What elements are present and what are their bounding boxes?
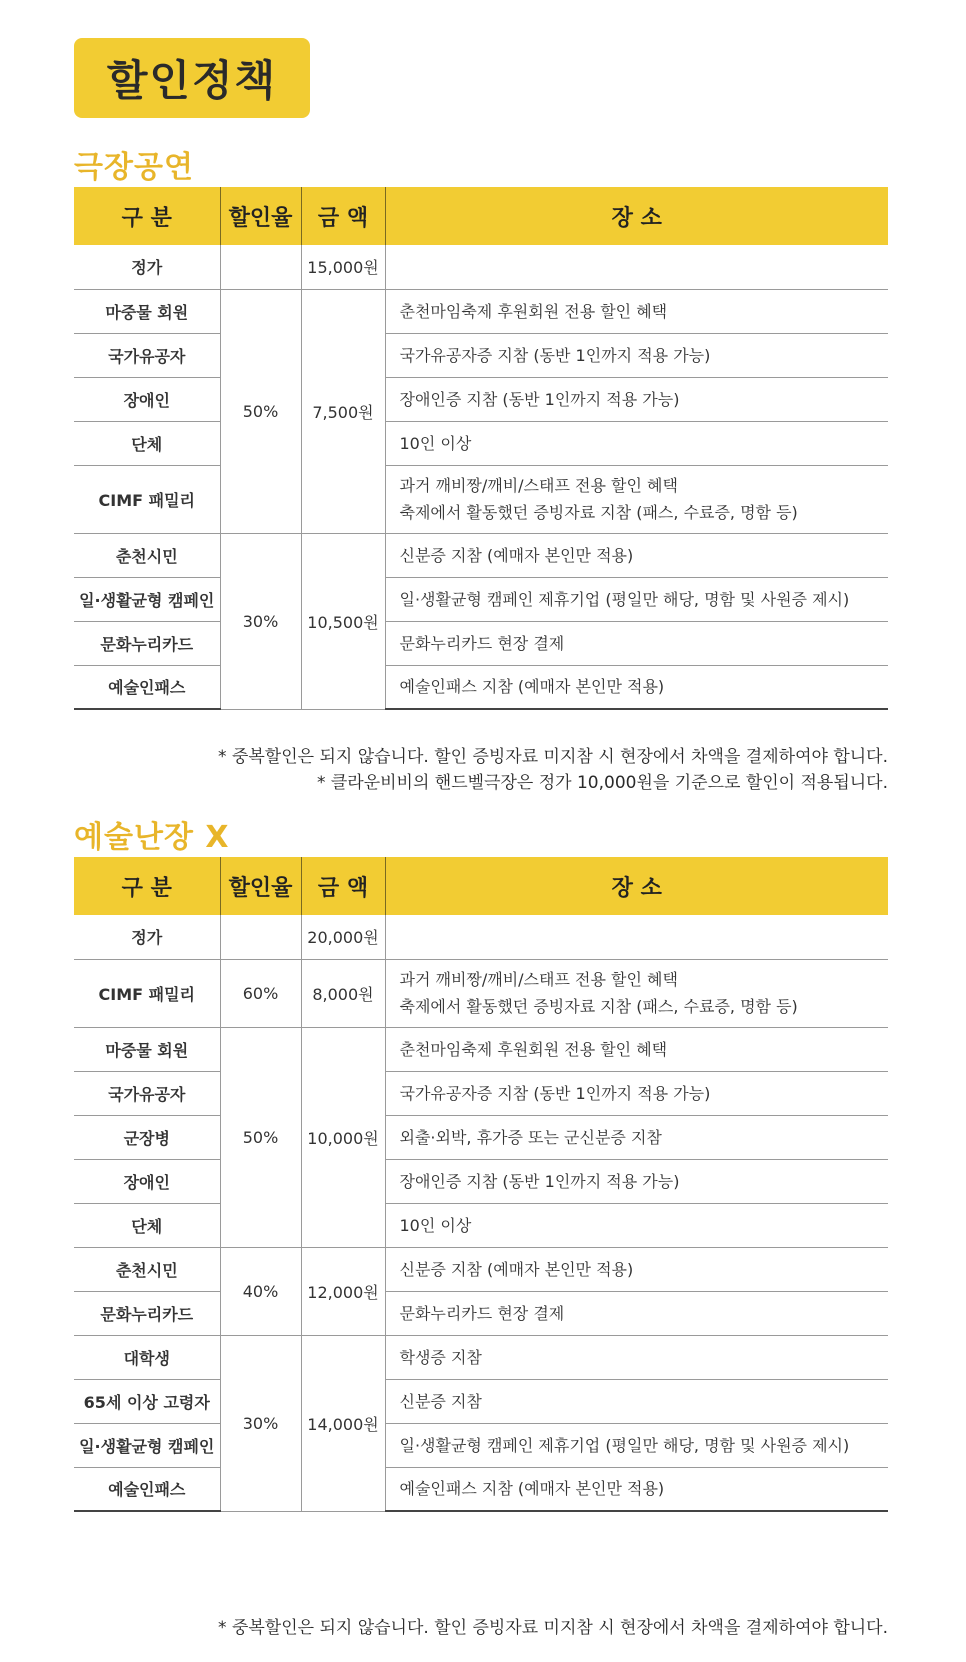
table-row — [74, 533, 888, 577]
table-row — [74, 333, 888, 377]
row-category: 마중물 회원 — [74, 1027, 220, 1071]
row-category: 문화누리카드 — [74, 1291, 220, 1335]
table-row — [74, 1467, 888, 1511]
row-category: 장애인 — [74, 1159, 220, 1203]
table-row — [74, 665, 888, 709]
table-row — [74, 421, 888, 465]
table-row — [74, 1291, 888, 1335]
discount-table-art-nanjang — [74, 857, 888, 1512]
row-place-line: 축제에서 활동했던 증빙자료 지참 (패스, 수료증, 명함 등) — [399, 997, 798, 1016]
row-place: 국가유공자증 지참 (동반 1인까지 적용 가능) — [385, 333, 888, 377]
table-row — [74, 465, 888, 533]
table-header-row — [74, 857, 888, 915]
table-row — [74, 245, 888, 289]
header-place: 장 소 — [385, 187, 888, 245]
row-category: CIMF 패밀리 — [74, 959, 220, 1027]
group-rate: 40% — [220, 1247, 301, 1335]
row-place: 예술인패스 지참 (예매자 본인만 적용) — [385, 665, 888, 709]
table-row — [74, 1335, 888, 1379]
header-rate: 할인율 — [220, 187, 301, 245]
row-place: 춘천마임축제 후원회원 전용 할인 혜택 — [385, 289, 888, 333]
note-text: * 중복할인은 되지 않습니다. 할인 증빙자료 미지참 시 현장에서 차액을 결제하여야 합니다. — [218, 747, 888, 767]
row-rate: 60% — [220, 959, 301, 1027]
row-place: 국가유공자증 지참 (동반 1인까지 적용 가능) — [385, 1071, 888, 1115]
table-row — [74, 377, 888, 421]
table-row — [74, 1203, 888, 1247]
row-place — [385, 959, 888, 1027]
row-category: 정가 — [74, 245, 220, 289]
row-place-line: 과거 깨비짱/깨비/스태프 전용 할인 혜택 — [399, 476, 678, 495]
discount-table-theater — [74, 187, 888, 710]
row-amount: 15,000원 — [301, 245, 385, 289]
row-place: 문화누리카드 현장 결제 — [385, 1291, 888, 1335]
table-row — [74, 1071, 888, 1115]
group-rate: 50% — [220, 1027, 301, 1247]
row-place — [385, 465, 888, 533]
row-place: 일·생활균형 캠페인 제휴기업 (평일만 해당, 명함 및 사원증 제시) — [385, 577, 888, 621]
group-rate: 50% — [220, 289, 301, 533]
group-amount: 14,000원 — [301, 1335, 385, 1511]
row-category: 군장병 — [74, 1115, 220, 1159]
group-amount: 10,000원 — [301, 1027, 385, 1247]
page-title-badge — [74, 38, 310, 118]
row-place-line: 과거 깨비짱/깨비/스태프 전용 할인 혜택 — [399, 970, 678, 989]
table-row — [74, 1115, 888, 1159]
row-category: 춘천시민 — [74, 533, 220, 577]
row-place: 신분증 지참 — [385, 1379, 888, 1423]
table-row — [74, 915, 888, 959]
row-place: 외출·외박, 휴가증 또는 군신분증 지참 — [385, 1115, 888, 1159]
row-category: 마중물 회원 — [74, 289, 220, 333]
row-place: 일·생활균형 캠페인 제휴기업 (평일만 해당, 명함 및 사원증 제시) — [385, 1423, 888, 1467]
row-place: 장애인증 지참 (동반 1인까지 적용 가능) — [385, 1159, 888, 1203]
row-category: 국가유공자 — [74, 1071, 220, 1115]
row-rate — [220, 245, 301, 289]
group-amount: 12,000원 — [301, 1247, 385, 1335]
row-category: 장애인 — [74, 377, 220, 421]
row-place: 10인 이상 — [385, 421, 888, 465]
row-place: 신분증 지참 (예매자 본인만 적용) — [385, 533, 888, 577]
table-row — [74, 1159, 888, 1203]
table-row — [74, 621, 888, 665]
row-category: 문화누리카드 — [74, 621, 220, 665]
note-text: * 중복할인은 되지 않습니다. 할인 증빙자료 미지참 시 현장에서 차액을 결제하여야 합니다. — [218, 1618, 888, 1638]
header-amount: 금 액 — [301, 857, 385, 915]
row-category: 춘천시민 — [74, 1247, 220, 1291]
page-title: 할인정책 — [106, 56, 278, 105]
row-category: 단체 — [74, 421, 220, 465]
row-category: 정가 — [74, 915, 220, 959]
group-rate: 30% — [220, 1335, 301, 1511]
note-text: * 클라운비비의 핸드벨극장은 정가 10,000원을 기준으로 할인이 적용됩니다. — [316, 773, 888, 793]
row-category: CIMF 패밀리 — [74, 465, 220, 533]
section-title-art-nanjang: 예술난장 X — [74, 820, 230, 855]
group-rate: 30% — [220, 533, 301, 709]
row-place: 학생증 지참 — [385, 1335, 888, 1379]
row-place: 예술인패스 지참 (예매자 본인만 적용) — [385, 1467, 888, 1511]
row-place: 신분증 지참 (예매자 본인만 적용) — [385, 1247, 888, 1291]
row-rate — [220, 915, 301, 959]
row-amount: 8,000원 — [301, 959, 385, 1027]
group-amount: 10,500원 — [301, 533, 385, 709]
row-category: 일·생활균형 캠페인 — [74, 577, 220, 621]
row-place-line: 축제에서 활동했던 증빙자료 지참 (패스, 수료증, 명함 등) — [399, 503, 798, 522]
row-place — [385, 245, 888, 289]
row-category: 예술인패스 — [74, 1467, 220, 1511]
header-category: 구 분 — [74, 187, 220, 245]
table-header-row — [74, 187, 888, 245]
table-row — [74, 1423, 888, 1467]
header-category: 구 분 — [74, 857, 220, 915]
row-category: 국가유공자 — [74, 333, 220, 377]
row-place: 춘천마임축제 후원회원 전용 할인 혜택 — [385, 1027, 888, 1071]
row-category: 단체 — [74, 1203, 220, 1247]
row-category: 일·생활균형 캠페인 — [74, 1423, 220, 1467]
table-row — [74, 1027, 888, 1071]
row-amount: 20,000원 — [301, 915, 385, 959]
header-amount: 금 액 — [301, 187, 385, 245]
table-row — [74, 1379, 888, 1423]
row-category: 예술인패스 — [74, 665, 220, 709]
header-rate: 할인율 — [220, 857, 301, 915]
row-place — [385, 915, 888, 959]
group-amount: 7,500원 — [301, 289, 385, 533]
section-title-theater: 극장공연 — [74, 150, 194, 185]
row-place: 장애인증 지참 (동반 1인까지 적용 가능) — [385, 377, 888, 421]
header-place: 장 소 — [385, 857, 888, 915]
row-category: 대학생 — [74, 1335, 220, 1379]
row-category: 65세 이상 고령자 — [74, 1379, 220, 1423]
table-row — [74, 1247, 888, 1291]
row-place: 문화누리카드 현장 결제 — [385, 621, 888, 665]
table-row — [74, 289, 888, 333]
table-row — [74, 577, 888, 621]
table-row — [74, 959, 888, 1027]
row-place: 10인 이상 — [385, 1203, 888, 1247]
